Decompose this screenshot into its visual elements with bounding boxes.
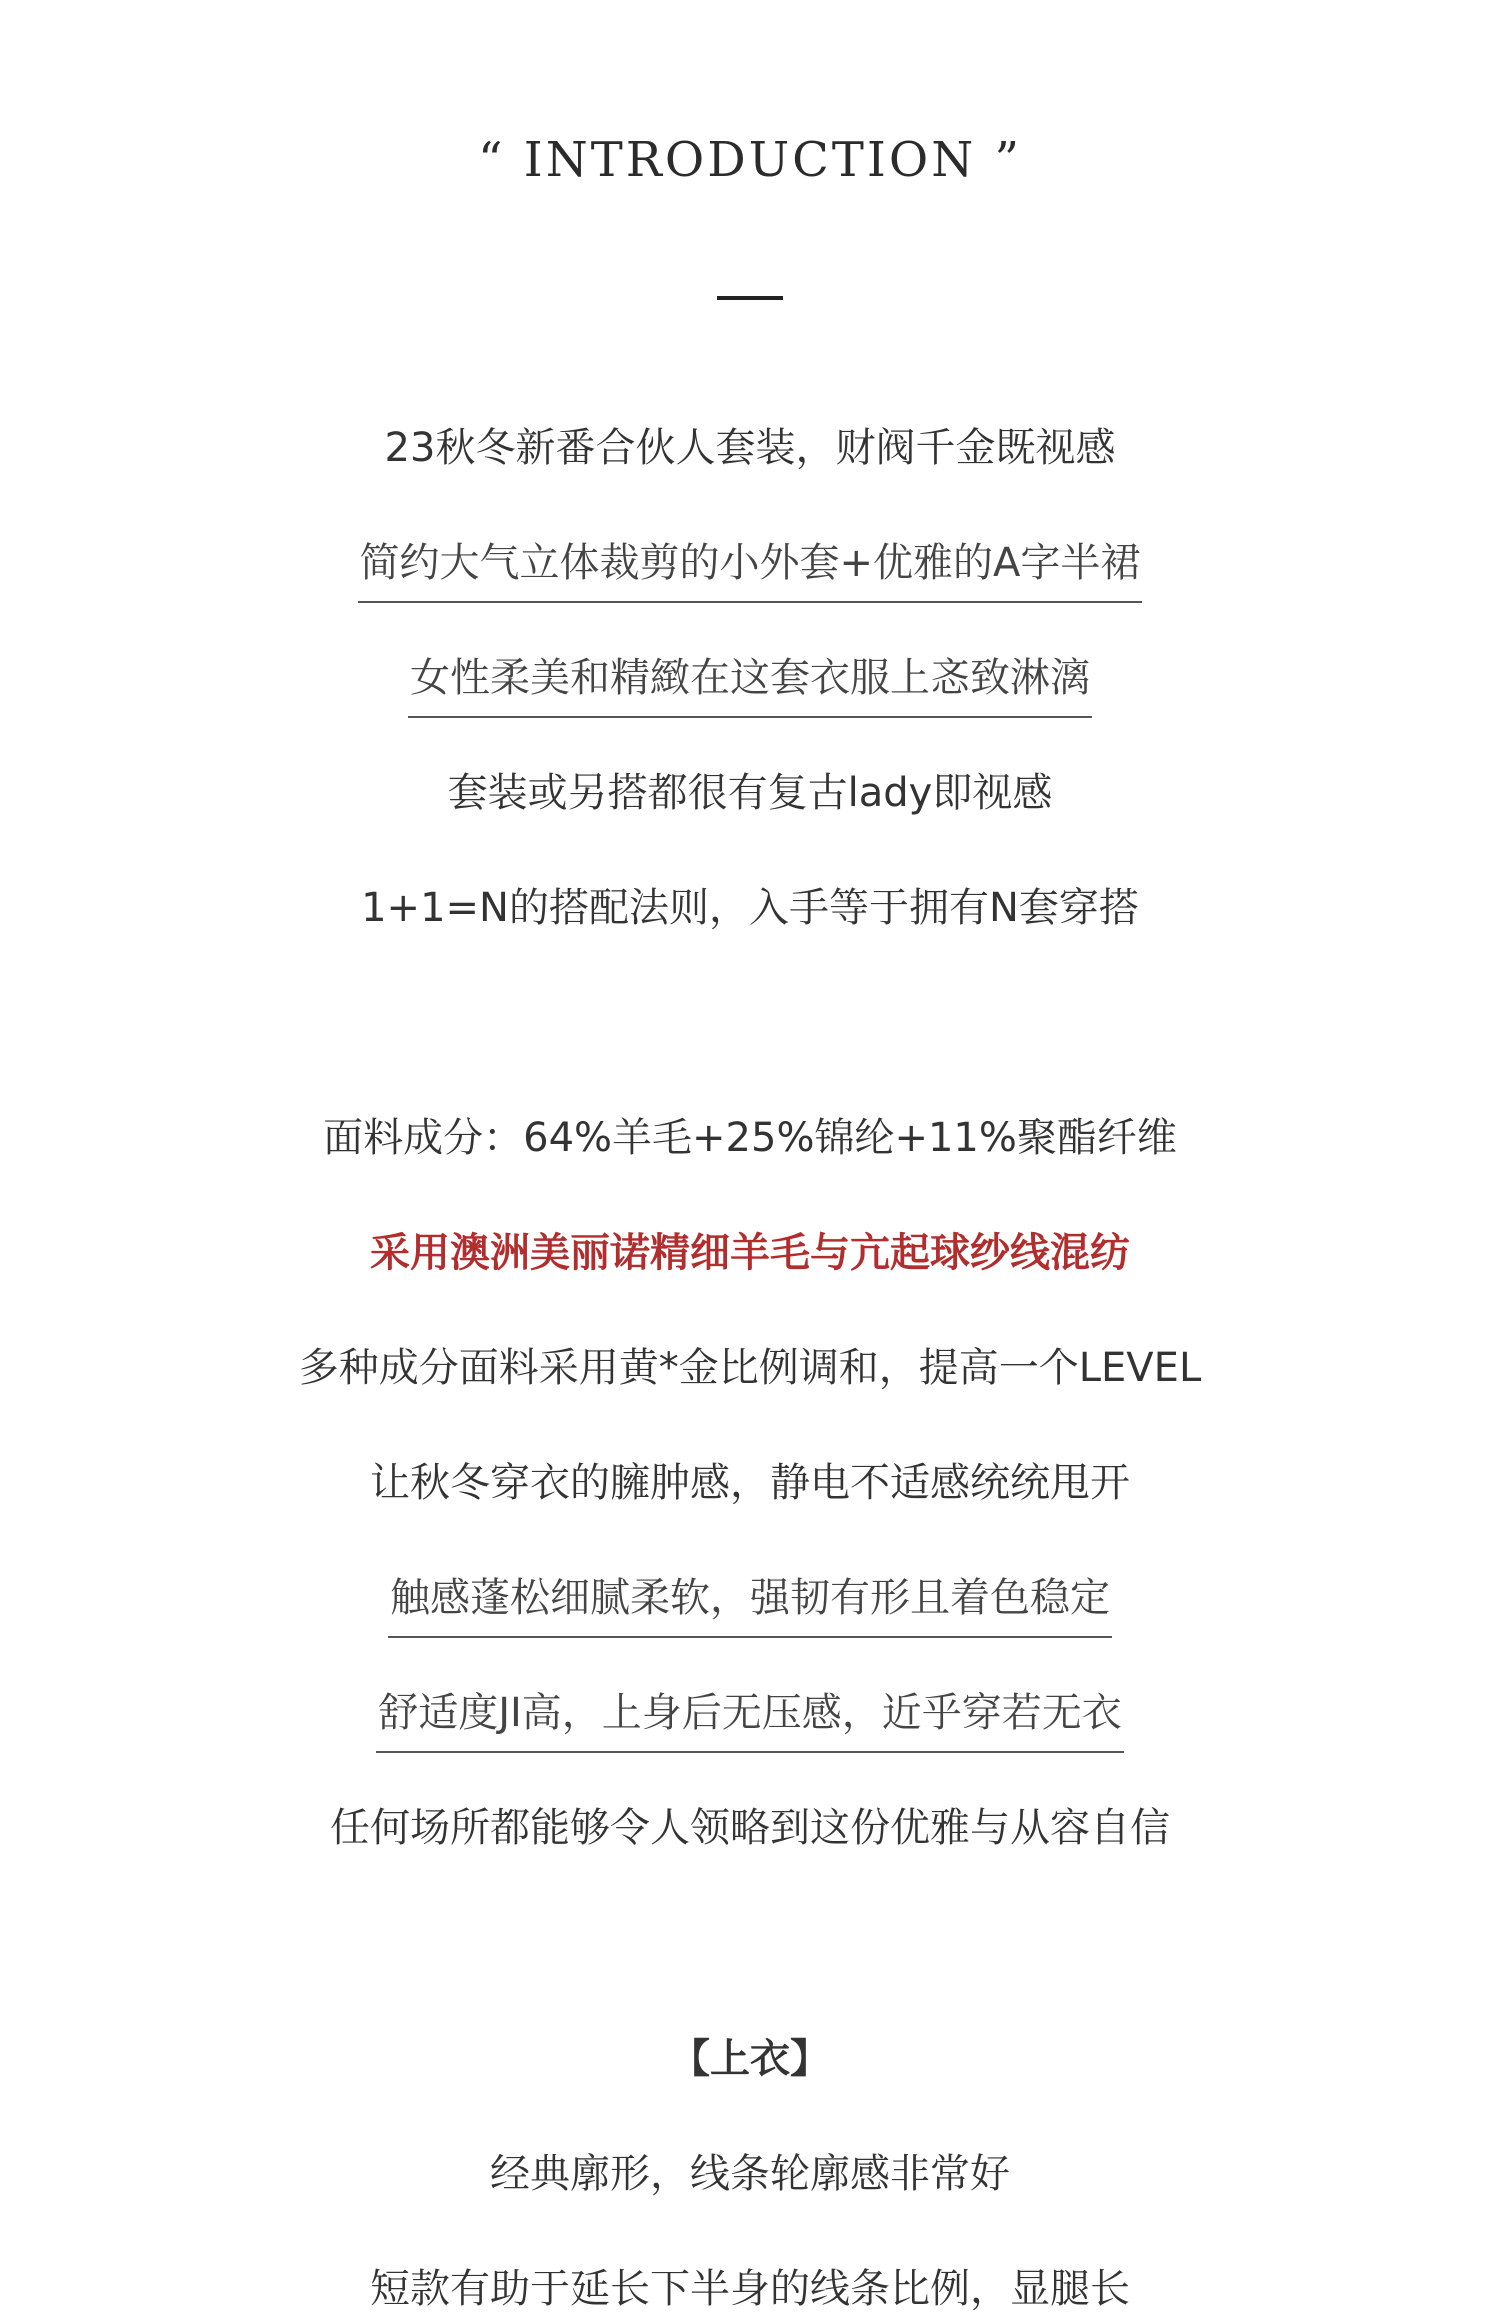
intro-line-2 [0, 533, 1500, 603]
intro-line-3 [0, 648, 1500, 718]
intro-line-2-text: 简约大气立体裁剪的小外套+优雅的A字半裙 [358, 533, 1143, 603]
introduction-heading: “ INTRODUCTION ” [477, 132, 1023, 188]
top-section-title [0, 2029, 1500, 2089]
top-section-title-text: 【上衣】 [670, 2036, 830, 2082]
fabric-line-7-text: 任何场所都能够令人领略到这份优雅与从容自信 [330, 1805, 1170, 1851]
intro-line-5 [0, 878, 1500, 938]
intro-line-1 [0, 418, 1500, 478]
fabric-line-4-text: 让秋冬穿衣的臃肿感，静电不适感统统甩开 [370, 1460, 1130, 1506]
fabric-line-1 [0, 1108, 1500, 1168]
fabric-line-5 [0, 1568, 1500, 1638]
intro-line-5-text: 1+1=N的搭配法则，入手等于拥有N套穿搭 [361, 885, 1139, 931]
top-line-1 [0, 2144, 1500, 2204]
top-line-2-text: 短款有助于延长下半身的线条比例，显腿长 [370, 2266, 1130, 2312]
top-line-1-text: 经典廓形，线条轮廓感非常好 [490, 2151, 1010, 2197]
fabric-line-3-text: 多种成分面料采用黄*金比例调和，提高一个LEVEL [298, 1345, 1202, 1391]
fabric-line-5-text: 触感蓬松细腻柔软，强韧有形且着色稳定 [388, 1568, 1112, 1638]
fabric-line-6-text: 舒适度JI高，上身后无压感，近乎穿若无衣 [376, 1683, 1124, 1753]
heading-divider [717, 296, 783, 300]
fabric-line-6 [0, 1683, 1500, 1753]
fabric-line-7 [0, 1798, 1500, 1858]
fabric-line-1-text: 面料成分：64%羊毛+25%锦纶+11%聚酯纤维 [323, 1115, 1177, 1161]
top-line-2 [0, 2259, 1500, 2319]
intro-line-4 [0, 763, 1500, 823]
fabric-line-3 [0, 1338, 1500, 1398]
intro-line-1-text: 23秋冬新番合伙人套装，财阀千金既视感 [384, 425, 1116, 471]
fabric-line-2-highlight [0, 1223, 1500, 1283]
fabric-line-2-text: 采用澳洲美丽诺精细羊毛与亢起球纱线混纺 [370, 1230, 1130, 1276]
intro-line-3-text: 女性柔美和精緻在这套衣服上忞致淋漓 [408, 648, 1092, 718]
fabric-line-4 [0, 1453, 1500, 1513]
intro-line-4-text: 套装或另搭都很有复古lady即视感 [447, 770, 1053, 816]
